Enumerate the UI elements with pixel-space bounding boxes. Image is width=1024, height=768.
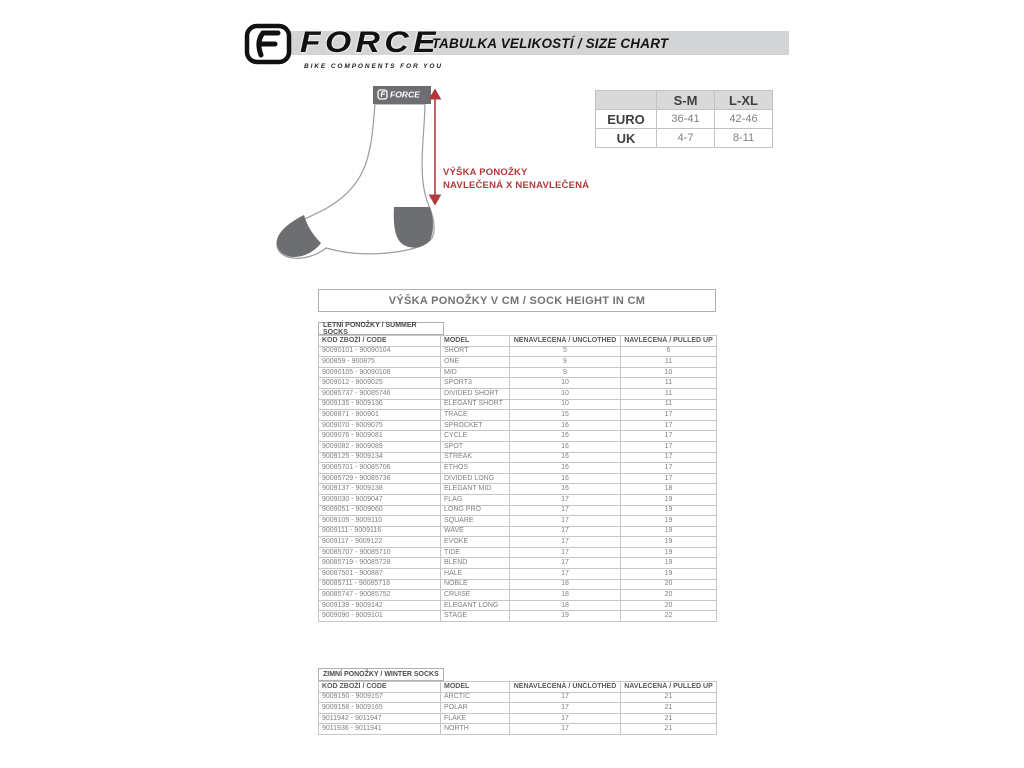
pulled-up-cell: 20 <box>621 590 717 601</box>
unclothed-cell: 16 <box>510 452 621 463</box>
column-code: KÓD ZBOŽÍ / CODE <box>319 336 441 347</box>
model-cell: SQUARE <box>441 516 510 527</box>
pulled-up-cell: 21 <box>621 713 717 724</box>
size-value-lxl: 8-11 <box>715 129 773 148</box>
table-row <box>319 526 717 537</box>
model-cell: TRACE <box>441 410 510 421</box>
model-cell: DIVIDED LONG <box>441 473 510 484</box>
pulled-up-cell: 21 <box>621 703 717 714</box>
unclothed-cell: 17 <box>510 558 621 569</box>
summer-section-label: LETNÍ PONOŽKY / SUMMER SOCKS <box>318 322 444 335</box>
pulled-up-cell: 17 <box>621 452 717 463</box>
table-row <box>319 463 717 474</box>
column-model: MODEL <box>441 682 510 693</box>
pulled-up-cell: 17 <box>621 473 717 484</box>
table-row <box>319 420 717 431</box>
model-cell: BLEND <box>441 558 510 569</box>
model-cell: ELEGANT LONG <box>441 600 510 611</box>
pulled-up-cell: 17 <box>621 410 717 421</box>
winter-section-label: ZIMNÍ PONOŽKY / WINTER SOCKS <box>318 668 444 681</box>
code-cell: 90090105 - 90090108 <box>319 367 441 378</box>
table-row <box>319 724 717 735</box>
pulled-up-cell: 19 <box>621 516 717 527</box>
table-row <box>319 692 717 703</box>
summer-table-body <box>319 346 717 621</box>
code-cell: 9008871 - 900901 <box>319 410 441 421</box>
code-cell: 90085719 - 90085728 <box>319 558 441 569</box>
unclothed-cell: 9 <box>510 357 621 368</box>
size-value-sm: 36-41 <box>657 110 715 129</box>
table-row <box>319 431 717 442</box>
code-cell: 9009158 - 9009165 <box>319 703 441 714</box>
unclothed-cell: 5 <box>510 346 621 357</box>
size-table <box>595 90 773 148</box>
table-row <box>319 399 717 410</box>
brand-tagline: BIKE COMPONENTS FOR YOU <box>304 63 443 70</box>
table-row <box>319 505 717 516</box>
model-cell: NOBLE <box>441 579 510 590</box>
model-cell: ONE <box>441 357 510 368</box>
size-table-corner <box>596 91 657 110</box>
pulled-up-cell: 20 <box>621 579 717 590</box>
model-cell: FLAG <box>441 494 510 505</box>
unclothed-cell: 10 <box>510 378 621 389</box>
model-cell: SPOT <box>441 441 510 452</box>
code-cell: 90090101 - 90090104 <box>319 346 441 357</box>
pulled-up-cell: 19 <box>621 537 717 548</box>
table-row <box>319 378 717 389</box>
pulled-up-cell: 11 <box>621 357 717 368</box>
size-table-col-lxl: L-XL <box>715 91 773 110</box>
pulled-up-cell: 17 <box>621 441 717 452</box>
code-cell: 9009150 - 9009157 <box>319 692 441 703</box>
table-row <box>319 537 717 548</box>
column-pulled-up: NAVLEČENÁ / PULLED UP <box>621 336 717 347</box>
unclothed-cell: 15 <box>510 410 621 421</box>
code-cell: 9009125 - 9009134 <box>319 452 441 463</box>
table-row <box>319 367 717 378</box>
table-row <box>319 494 717 505</box>
table-row <box>319 441 717 452</box>
unclothed-cell: 17 <box>510 724 621 735</box>
code-cell: 9009137 - 9009138 <box>319 484 441 495</box>
unclothed-cell: 10 <box>510 399 621 410</box>
model-cell: MID <box>441 367 510 378</box>
model-cell: ELEGANT SHORT <box>441 399 510 410</box>
code-cell: 9009139 - 9009142 <box>319 600 441 611</box>
table-row <box>319 357 717 368</box>
pulled-up-cell: 11 <box>621 378 717 389</box>
table-row <box>319 703 717 714</box>
unclothed-cell: 18 <box>510 579 621 590</box>
model-cell: STREAK <box>441 452 510 463</box>
model-cell: CYCLE <box>441 431 510 442</box>
sock-cuff-label: FORCE <box>390 89 420 100</box>
pulled-up-cell: 21 <box>621 724 717 735</box>
column-unclothed: NENAVLEČENÁ / UNCLOTHED <box>510 682 621 693</box>
unclothed-cell: 16 <box>510 484 621 495</box>
model-cell: HALE <box>441 569 510 580</box>
unclothed-cell: 16 <box>510 420 621 431</box>
size-table-row <box>596 129 773 148</box>
table-row <box>319 590 717 601</box>
unclothed-cell: 17 <box>510 516 621 527</box>
model-cell: CRUISE <box>441 590 510 601</box>
code-cell: 9009111 - 9009116 <box>319 526 441 537</box>
size-row-label: UK <box>596 129 657 148</box>
code-cell: 90085737 - 90085746 <box>319 388 441 399</box>
unclothed-cell: 16 <box>510 441 621 452</box>
unclothed-cell: 9 <box>510 367 621 378</box>
table-row <box>319 473 717 484</box>
model-cell: DIVIDED SHORT <box>441 388 510 399</box>
model-cell: LONG PRO <box>441 505 510 516</box>
pulled-up-cell: 6 <box>621 346 717 357</box>
code-cell: 9011936 - 9011941 <box>319 724 441 735</box>
table-row <box>319 410 717 421</box>
code-cell: 9009051 - 9009060 <box>319 505 441 516</box>
unclothed-cell: 17 <box>510 494 621 505</box>
size-table-body <box>596 110 773 148</box>
column-code: KÓD ZBOŽÍ / CODE <box>319 682 441 693</box>
pulled-up-cell: 19 <box>621 526 717 537</box>
unclothed-cell: 17 <box>510 505 621 516</box>
table-row <box>319 713 717 724</box>
model-cell: NORTH <box>441 724 510 735</box>
model-cell: POLAR <box>441 703 510 714</box>
code-cell: 9009090 - 9009101 <box>319 611 441 622</box>
pulled-up-cell: 21 <box>621 692 717 703</box>
unclothed-cell: 17 <box>510 703 621 714</box>
table-row <box>319 484 717 495</box>
table-row <box>319 569 717 580</box>
summer-socks-table <box>318 335 717 622</box>
force-emblem-icon <box>244 22 292 66</box>
winter-socks-table <box>318 681 717 735</box>
code-cell: 900859 - 900875 <box>319 357 441 368</box>
table-row <box>319 600 717 611</box>
unclothed-cell: 18 <box>510 590 621 601</box>
unclothed-cell: 16 <box>510 463 621 474</box>
code-cell: 9009135 - 9009136 <box>319 399 441 410</box>
pulled-up-cell: 19 <box>621 494 717 505</box>
size-value-lxl: 42-46 <box>715 110 773 129</box>
pulled-up-cell: 17 <box>621 420 717 431</box>
column-pulled-up: NAVLEČENÁ / PULLED UP <box>621 682 717 693</box>
page-title: TABULKA VELIKOSTÍ / SIZE CHART <box>431 35 669 51</box>
code-cell: 90085701 - 90085706 <box>319 463 441 474</box>
pulled-up-cell: 20 <box>621 600 717 611</box>
code-cell: 90085747 - 90085752 <box>319 590 441 601</box>
pulled-up-cell: 19 <box>621 547 717 558</box>
pulled-up-cell: 19 <box>621 505 717 516</box>
model-cell: SPROCKET <box>441 420 510 431</box>
size-table-row <box>596 110 773 129</box>
model-cell: FLAKE <box>441 713 510 724</box>
pulled-up-cell: 17 <box>621 463 717 474</box>
code-cell: 9009012 - 9009025 <box>319 378 441 389</box>
annotation-line2: NAVLEČENÁ X NENAVLEČENÁ <box>443 180 590 191</box>
table-row <box>319 558 717 569</box>
unclothed-cell: 19 <box>510 611 621 622</box>
code-cell: 9009070 - 9009075 <box>319 420 441 431</box>
model-cell: EVOKE <box>441 537 510 548</box>
code-cell: 90085707 - 90085710 <box>319 547 441 558</box>
model-cell: SPORT3 <box>441 378 510 389</box>
model-cell: TIDE <box>441 547 510 558</box>
size-row-label: EURO <box>596 110 657 129</box>
code-cell: 9009030 - 9009047 <box>319 494 441 505</box>
unclothed-cell: 17 <box>510 526 621 537</box>
unclothed-cell: 17 <box>510 547 621 558</box>
unclothed-cell: 17 <box>510 692 621 703</box>
code-cell: 9011942 - 9011947 <box>319 713 441 724</box>
table-row <box>319 611 717 622</box>
pulled-up-cell: 10 <box>621 367 717 378</box>
summer-header-row <box>319 336 717 347</box>
code-cell: 90085729 - 90085736 <box>319 473 441 484</box>
pulled-up-cell: 19 <box>621 558 717 569</box>
pulled-up-cell: 17 <box>621 431 717 442</box>
model-cell: SHORT <box>441 346 510 357</box>
code-cell: 9009082 - 9009089 <box>319 441 441 452</box>
size-value-sm: 4-7 <box>657 129 715 148</box>
annotation-line1: VÝŠKA PONOŽKY <box>443 167 528 178</box>
table-row <box>319 452 717 463</box>
table-row <box>319 346 717 357</box>
pulled-up-cell: 11 <box>621 399 717 410</box>
sock-illustration <box>263 80 453 262</box>
force-logo <box>244 20 454 72</box>
unclothed-cell: 16 <box>510 431 621 442</box>
table-row <box>319 547 717 558</box>
unclothed-cell: 17 <box>510 713 621 724</box>
code-cell: 9009105 - 9009110 <box>319 516 441 527</box>
code-cell: 9009117 - 9009122 <box>319 537 441 548</box>
pulled-up-cell: 18 <box>621 484 717 495</box>
model-cell: ARCTIC <box>441 692 510 703</box>
pulled-up-cell: 19 <box>621 569 717 580</box>
unclothed-cell: 18 <box>510 600 621 611</box>
winter-table-body <box>319 692 717 734</box>
winter-header-row <box>319 682 717 693</box>
model-cell: WAVE <box>441 526 510 537</box>
sock-height-title: VÝŠKA PONOŽKY V CM / SOCK HEIGHT IN CM <box>318 289 716 312</box>
unclothed-cell: 17 <box>510 569 621 580</box>
size-table-col-sm: S-M <box>657 91 715 110</box>
unclothed-cell: 10 <box>510 388 621 399</box>
table-row <box>319 579 717 590</box>
table-row <box>319 388 717 399</box>
unclothed-cell: 16 <box>510 473 621 484</box>
model-cell: ETHOS <box>441 463 510 474</box>
model-cell: STAGE <box>441 611 510 622</box>
pulled-up-cell: 22 <box>621 611 717 622</box>
code-cell: 9009076 - 9009081 <box>319 431 441 442</box>
table-row <box>319 516 717 527</box>
code-cell: 90087501 - 900887 <box>319 569 441 580</box>
model-cell: ELEGANT MID <box>441 484 510 495</box>
column-model: MODEL <box>441 336 510 347</box>
column-unclothed: NENAVLEČENÁ / UNCLOTHED <box>510 336 621 347</box>
code-cell: 90085711 - 90085718 <box>319 579 441 590</box>
pulled-up-cell: 11 <box>621 388 717 399</box>
sock-annotation <box>443 166 589 192</box>
unclothed-cell: 17 <box>510 537 621 548</box>
brand-wordmark: FORCE <box>300 26 440 59</box>
